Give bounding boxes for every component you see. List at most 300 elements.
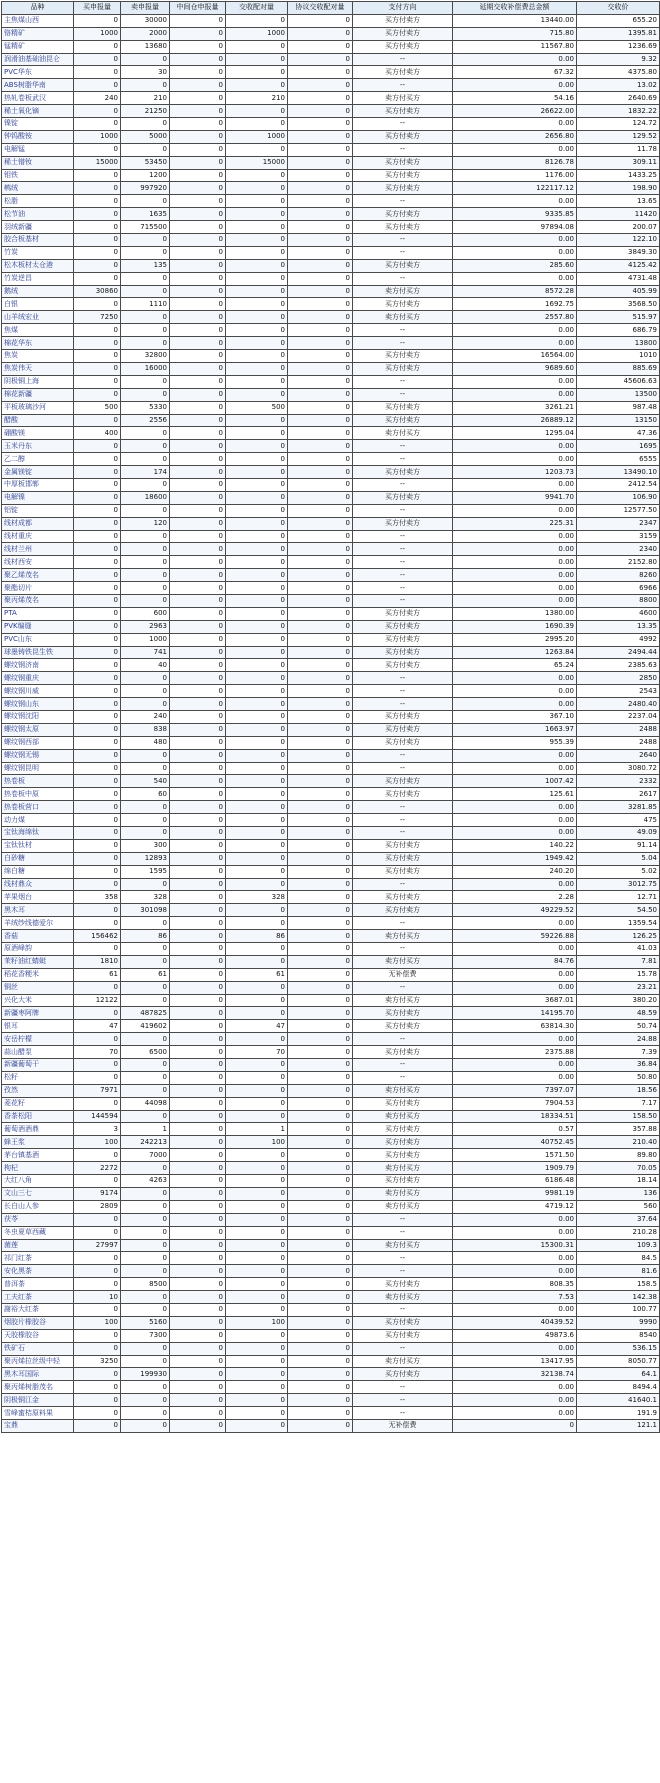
delivery-price-cell: 4600 bbox=[577, 607, 660, 620]
buy-volume-cell: 1810 bbox=[74, 955, 121, 968]
payment-direction-cell: -- bbox=[353, 1265, 453, 1278]
matched-volume-cell: 0 bbox=[226, 182, 288, 195]
middle-warehouse-cell: 0 bbox=[170, 723, 226, 736]
matched-volume-cell: 0 bbox=[226, 453, 288, 466]
sell-volume-cell: 6500 bbox=[121, 1046, 170, 1059]
table-row bbox=[2, 118, 660, 131]
middle-warehouse-cell: 0 bbox=[170, 633, 226, 646]
agreement-matched-cell: 0 bbox=[288, 1187, 353, 1200]
payment-direction-cell: 买方付卖方 bbox=[353, 788, 453, 801]
buy-volume-cell: 0 bbox=[74, 1303, 121, 1316]
payment-direction-cell: -- bbox=[353, 375, 453, 388]
table-row bbox=[2, 517, 660, 530]
buy-volume-cell: 27997 bbox=[74, 1239, 121, 1252]
deferred-fee-cell: 0.00 bbox=[453, 1407, 577, 1420]
matched-volume-cell: 0 bbox=[226, 1097, 288, 1110]
delivery-price-cell: 380.20 bbox=[577, 994, 660, 1007]
agreement-matched-cell: 0 bbox=[288, 1265, 353, 1278]
delivery-price-cell: 15.78 bbox=[577, 968, 660, 981]
deferred-fee-cell: 8126.78 bbox=[453, 156, 577, 169]
delivery-price-cell: 885.69 bbox=[577, 362, 660, 375]
table-row bbox=[2, 1020, 660, 1033]
agreement-matched-cell: 0 bbox=[288, 659, 353, 672]
middle-warehouse-cell: 0 bbox=[170, 1239, 226, 1252]
delivery-price-cell: 23.21 bbox=[577, 981, 660, 994]
sell-volume-cell: 328 bbox=[121, 891, 170, 904]
sell-volume-cell: 0 bbox=[121, 234, 170, 247]
middle-warehouse-cell: 0 bbox=[170, 105, 226, 118]
commodity-cell: 阴极铜江金 bbox=[2, 1394, 74, 1407]
buy-volume-cell: 3250 bbox=[74, 1355, 121, 1368]
delivery-price-cell: 1236.69 bbox=[577, 40, 660, 53]
middle-warehouse-cell: 0 bbox=[170, 517, 226, 530]
deferred-fee-cell: 0.00 bbox=[453, 440, 577, 453]
matched-volume-cell: 0 bbox=[226, 981, 288, 994]
deferred-fee-cell: 0.00 bbox=[453, 981, 577, 994]
delivery-price-cell: 24.88 bbox=[577, 1033, 660, 1046]
table-row bbox=[2, 530, 660, 543]
sell-volume-cell: 838 bbox=[121, 723, 170, 736]
commodity-cell: 电解镍 bbox=[2, 491, 74, 504]
payment-direction-cell: -- bbox=[353, 118, 453, 131]
deferred-fee-cell: 3687.01 bbox=[453, 994, 577, 1007]
agreement-matched-cell: 0 bbox=[288, 1136, 353, 1149]
matched-volume-cell: 0 bbox=[226, 1278, 288, 1291]
buy-volume-cell: 7971 bbox=[74, 1084, 121, 1097]
buy-volume-cell: 0 bbox=[74, 1381, 121, 1394]
commodity-cell: 螺纹钢重庆 bbox=[2, 672, 74, 685]
delivery-price-cell: 11420 bbox=[577, 208, 660, 221]
table-row bbox=[2, 466, 660, 479]
payment-direction-cell: 买方付卖方 bbox=[353, 208, 453, 221]
sell-volume-cell: 44098 bbox=[121, 1097, 170, 1110]
matched-volume-cell: 0 bbox=[226, 749, 288, 762]
matched-volume-cell: 0 bbox=[226, 827, 288, 840]
payment-direction-cell: 卖方付买方 bbox=[353, 285, 453, 298]
buy-volume-cell: 144594 bbox=[74, 1110, 121, 1123]
middle-warehouse-cell: 0 bbox=[170, 311, 226, 324]
delivery-price-cell: 309.11 bbox=[577, 156, 660, 169]
payment-direction-cell: 买方付卖方 bbox=[353, 1316, 453, 1329]
deferred-fee-cell: 1571.50 bbox=[453, 1149, 577, 1162]
middle-warehouse-cell: 0 bbox=[170, 1046, 226, 1059]
matched-volume-cell: 0 bbox=[226, 1007, 288, 1020]
agreement-matched-cell: 0 bbox=[288, 478, 353, 491]
middle-warehouse-cell: 0 bbox=[170, 1123, 226, 1136]
agreement-matched-cell: 0 bbox=[288, 801, 353, 814]
middle-warehouse-cell: 0 bbox=[170, 478, 226, 491]
agreement-matched-cell: 0 bbox=[288, 298, 353, 311]
delivery-price-cell: 45606.63 bbox=[577, 375, 660, 388]
deferred-fee-cell: 13417.95 bbox=[453, 1355, 577, 1368]
agreement-matched-cell: 0 bbox=[288, 362, 353, 375]
agreement-matched-cell: 0 bbox=[288, 246, 353, 259]
table-row bbox=[2, 1110, 660, 1123]
buy-volume-cell: 0 bbox=[74, 981, 121, 994]
middle-warehouse-cell: 0 bbox=[170, 955, 226, 968]
commodity-cell: 菌莲 bbox=[2, 1239, 74, 1252]
matched-volume-cell: 0 bbox=[226, 633, 288, 646]
buy-volume-cell: 0 bbox=[74, 246, 121, 259]
table-row bbox=[2, 272, 660, 285]
sell-volume-cell: 0 bbox=[121, 388, 170, 401]
matched-volume-cell: 0 bbox=[226, 285, 288, 298]
payment-direction-cell: 无补偿费 bbox=[353, 1419, 453, 1432]
deferred-fee-cell: 225.31 bbox=[453, 517, 577, 530]
payment-direction-cell: 买方付卖方 bbox=[353, 130, 453, 143]
middle-warehouse-cell: 0 bbox=[170, 1097, 226, 1110]
agreement-matched-cell: 0 bbox=[288, 1278, 353, 1291]
table-row bbox=[2, 814, 660, 827]
table-row bbox=[2, 234, 660, 247]
middle-warehouse-cell: 0 bbox=[170, 1175, 226, 1188]
payment-direction-cell: 卖方付买方 bbox=[353, 955, 453, 968]
buy-volume-cell: 9174 bbox=[74, 1187, 121, 1200]
sell-volume-cell: 0 bbox=[121, 1342, 170, 1355]
deferred-fee-cell: 0.00 bbox=[453, 672, 577, 685]
delivery-price-cell: 4731.48 bbox=[577, 272, 660, 285]
deferred-fee-cell: 140.22 bbox=[453, 839, 577, 852]
sell-volume-cell: 600 bbox=[121, 607, 170, 620]
table-row bbox=[2, 14, 660, 27]
buy-volume-cell: 0 bbox=[74, 659, 121, 672]
payment-direction-cell: 买方付卖方 bbox=[353, 1278, 453, 1291]
commodity-cell: 螺纹钢太原 bbox=[2, 723, 74, 736]
delivery-price-cell: 6555 bbox=[577, 453, 660, 466]
agreement-matched-cell: 0 bbox=[288, 105, 353, 118]
delivery-price-cell: 126.25 bbox=[577, 930, 660, 943]
matched-volume-cell: 0 bbox=[226, 1252, 288, 1265]
payment-direction-cell: 买方付卖方 bbox=[353, 156, 453, 169]
matched-volume-cell: 1000 bbox=[226, 27, 288, 40]
agreement-matched-cell: 0 bbox=[288, 14, 353, 27]
middle-warehouse-cell: 0 bbox=[170, 556, 226, 569]
middle-warehouse-cell: 0 bbox=[170, 904, 226, 917]
middle-warehouse-cell: 0 bbox=[170, 234, 226, 247]
sell-volume-cell: 0 bbox=[121, 1213, 170, 1226]
buy-volume-cell: 0 bbox=[74, 943, 121, 956]
buy-volume-cell: 0 bbox=[74, 1368, 121, 1381]
table-row bbox=[2, 53, 660, 66]
delivery-price-cell: 1832.22 bbox=[577, 105, 660, 118]
matched-volume-cell: 0 bbox=[226, 169, 288, 182]
sell-volume-cell: 2963 bbox=[121, 620, 170, 633]
sell-volume-cell: 4263 bbox=[121, 1175, 170, 1188]
delivery-price-cell: 36.84 bbox=[577, 1059, 660, 1072]
agreement-matched-cell: 0 bbox=[288, 968, 353, 981]
agreement-matched-cell: 0 bbox=[288, 130, 353, 143]
deferred-fee-cell: 1663.97 bbox=[453, 723, 577, 736]
delivery-price-cell: 536.15 bbox=[577, 1342, 660, 1355]
agreement-matched-cell: 0 bbox=[288, 930, 353, 943]
payment-direction-cell: 买方付卖方 bbox=[353, 659, 453, 672]
sell-volume-cell: 16000 bbox=[121, 362, 170, 375]
agreement-matched-cell: 0 bbox=[288, 633, 353, 646]
table-row bbox=[2, 1252, 660, 1265]
agreement-matched-cell: 0 bbox=[288, 1110, 353, 1123]
middle-warehouse-cell: 0 bbox=[170, 1059, 226, 1072]
delivery-price-cell: 200.07 bbox=[577, 221, 660, 234]
sell-volume-cell: 30 bbox=[121, 66, 170, 79]
payment-direction-cell: 买方付卖方 bbox=[353, 904, 453, 917]
payment-direction-cell: 买方付卖方 bbox=[353, 775, 453, 788]
matched-volume-cell: 0 bbox=[226, 40, 288, 53]
delivery-price-cell: 100.77 bbox=[577, 1303, 660, 1316]
middle-warehouse-cell: 0 bbox=[170, 208, 226, 221]
payment-direction-cell: -- bbox=[353, 762, 453, 775]
agreement-matched-cell: 0 bbox=[288, 440, 353, 453]
buy-volume-cell: 0 bbox=[74, 466, 121, 479]
buy-volume-cell: 7250 bbox=[74, 311, 121, 324]
table-row bbox=[2, 1355, 660, 1368]
deferred-fee-cell: 2557.80 bbox=[453, 311, 577, 324]
payment-direction-cell: 买方付卖方 bbox=[353, 182, 453, 195]
middle-warehouse-cell: 0 bbox=[170, 1265, 226, 1278]
commodity-cell: 羽绒新疆 bbox=[2, 221, 74, 234]
middle-warehouse-cell: 0 bbox=[170, 827, 226, 840]
delivery-price-cell: 37.64 bbox=[577, 1213, 660, 1226]
commodity-cell: 铬精矿 bbox=[2, 27, 74, 40]
matched-volume-cell: 0 bbox=[226, 801, 288, 814]
sell-volume-cell: 0 bbox=[121, 427, 170, 440]
payment-direction-cell: 买方付卖方 bbox=[353, 646, 453, 659]
commodity-cell: 葡萄酒酒鼎 bbox=[2, 1123, 74, 1136]
deferred-fee-cell: 67.32 bbox=[453, 66, 577, 79]
matched-volume-cell: 0 bbox=[226, 814, 288, 827]
delivery-price-cell: 64.1 bbox=[577, 1368, 660, 1381]
sell-volume-cell: 0 bbox=[121, 1394, 170, 1407]
sell-volume-cell: 0 bbox=[121, 878, 170, 891]
sell-volume-cell: 0 bbox=[121, 1355, 170, 1368]
deferred-fee-cell: 0.00 bbox=[453, 749, 577, 762]
buy-volume-cell: 47 bbox=[74, 1020, 121, 1033]
middle-warehouse-cell: 0 bbox=[170, 530, 226, 543]
middle-warehouse-cell: 0 bbox=[170, 1007, 226, 1020]
commodity-cell: 电解锰 bbox=[2, 143, 74, 156]
table-row bbox=[2, 427, 660, 440]
matched-volume-cell: 0 bbox=[226, 79, 288, 92]
sell-volume-cell: 0 bbox=[121, 569, 170, 582]
delivery-price-cell: 2488 bbox=[577, 736, 660, 749]
matched-volume-cell: 0 bbox=[226, 105, 288, 118]
sell-volume-cell: 120 bbox=[121, 517, 170, 530]
sell-volume-cell: 540 bbox=[121, 775, 170, 788]
matched-volume-cell: 0 bbox=[226, 1084, 288, 1097]
deferred-fee-cell: 65.24 bbox=[453, 659, 577, 672]
table-row bbox=[2, 775, 660, 788]
sell-volume-cell: 300 bbox=[121, 839, 170, 852]
matched-volume-cell: 0 bbox=[226, 427, 288, 440]
sell-volume-cell: 240 bbox=[121, 710, 170, 723]
matched-volume-cell: 0 bbox=[226, 1291, 288, 1304]
table-row bbox=[2, 440, 660, 453]
middle-warehouse-cell: 0 bbox=[170, 917, 226, 930]
agreement-matched-cell: 0 bbox=[288, 1213, 353, 1226]
table-row bbox=[2, 801, 660, 814]
commodity-cell: 螺纹钢济南 bbox=[2, 659, 74, 672]
table-row bbox=[2, 633, 660, 646]
table-row bbox=[2, 917, 660, 930]
agreement-matched-cell: 0 bbox=[288, 92, 353, 105]
matched-volume-cell: 0 bbox=[226, 943, 288, 956]
commodity-cell: 烟胶片橡胶谷 bbox=[2, 1316, 74, 1329]
commodity-cell: 香茶松阳 bbox=[2, 1110, 74, 1123]
delivery-price-cell: 13.65 bbox=[577, 195, 660, 208]
agreement-matched-cell: 0 bbox=[288, 40, 353, 53]
commodity-cell: 普洱茶 bbox=[2, 1278, 74, 1291]
buy-volume-cell: 1000 bbox=[74, 27, 121, 40]
agreement-matched-cell: 0 bbox=[288, 1329, 353, 1342]
table-row bbox=[2, 1007, 660, 1020]
matched-volume-cell: 0 bbox=[226, 337, 288, 350]
sell-volume-cell: 0 bbox=[121, 762, 170, 775]
agreement-matched-cell: 0 bbox=[288, 943, 353, 956]
matched-volume-cell: 0 bbox=[226, 234, 288, 247]
table-row bbox=[2, 491, 660, 504]
agreement-matched-cell: 0 bbox=[288, 981, 353, 994]
buy-volume-cell: 0 bbox=[74, 839, 121, 852]
commodity-cell: 孜然 bbox=[2, 1084, 74, 1097]
buy-volume-cell: 0 bbox=[74, 633, 121, 646]
column-header: 支付方向 bbox=[353, 2, 453, 15]
commodity-cell: 松木板材太仓港 bbox=[2, 259, 74, 272]
commodity-cell: 白砂糖 bbox=[2, 852, 74, 865]
buy-volume-cell: 0 bbox=[74, 865, 121, 878]
delivery-price-cell: 41.03 bbox=[577, 943, 660, 956]
commodity-cell: 工夫红茶 bbox=[2, 1291, 74, 1304]
table-body bbox=[2, 14, 660, 1432]
agreement-matched-cell: 0 bbox=[288, 143, 353, 156]
table-row bbox=[2, 1123, 660, 1136]
sell-volume-cell: 135 bbox=[121, 259, 170, 272]
payment-direction-cell: -- bbox=[353, 917, 453, 930]
agreement-matched-cell: 0 bbox=[288, 27, 353, 40]
matched-volume-cell: 0 bbox=[226, 1394, 288, 1407]
table-row bbox=[2, 478, 660, 491]
buy-volume-cell: 0 bbox=[74, 375, 121, 388]
delivery-price-cell: 3159 bbox=[577, 530, 660, 543]
deferred-fee-cell: 0.57 bbox=[453, 1123, 577, 1136]
sell-volume-cell: 86 bbox=[121, 930, 170, 943]
table-row bbox=[2, 401, 660, 414]
delivery-price-cell: 109.3 bbox=[577, 1239, 660, 1252]
delivery-price-cell: 4125.42 bbox=[577, 259, 660, 272]
matched-volume-cell: 0 bbox=[226, 852, 288, 865]
middle-warehouse-cell: 0 bbox=[170, 182, 226, 195]
agreement-matched-cell: 0 bbox=[288, 1097, 353, 1110]
agreement-matched-cell: 0 bbox=[288, 1303, 353, 1316]
middle-warehouse-cell: 0 bbox=[170, 350, 226, 363]
deferred-fee-cell: 0.00 bbox=[453, 1033, 577, 1046]
middle-warehouse-cell: 0 bbox=[170, 79, 226, 92]
commodity-cell: 宝钛海绵钛 bbox=[2, 827, 74, 840]
deferred-fee-cell: 2656.80 bbox=[453, 130, 577, 143]
deferred-fee-cell: 0.00 bbox=[453, 801, 577, 814]
middle-warehouse-cell: 0 bbox=[170, 1329, 226, 1342]
deferred-fee-cell: 84.76 bbox=[453, 955, 577, 968]
delivery-price-cell: 18.14 bbox=[577, 1175, 660, 1188]
deferred-fee-cell: 0.00 bbox=[453, 143, 577, 156]
buy-volume-cell: 0 bbox=[74, 53, 121, 66]
deferred-fee-cell: 0.00 bbox=[453, 1381, 577, 1394]
middle-warehouse-cell: 0 bbox=[170, 1213, 226, 1226]
matched-volume-cell: 0 bbox=[226, 143, 288, 156]
commodity-cell: 胶合板基材 bbox=[2, 234, 74, 247]
delivery-price-cell: 2617 bbox=[577, 788, 660, 801]
middle-warehouse-cell: 0 bbox=[170, 1187, 226, 1200]
deferred-fee-cell: 0.00 bbox=[453, 272, 577, 285]
buy-volume-cell: 0 bbox=[74, 1419, 121, 1432]
sell-volume-cell: 0 bbox=[121, 1187, 170, 1200]
commodity-cell: 中厚板邯郸 bbox=[2, 478, 74, 491]
matched-volume-cell: 0 bbox=[226, 324, 288, 337]
commodity-cell: 铁矿石 bbox=[2, 1342, 74, 1355]
buy-volume-cell: 0 bbox=[74, 762, 121, 775]
middle-warehouse-cell: 0 bbox=[170, 1278, 226, 1291]
payment-direction-cell: 买方付卖方 bbox=[353, 633, 453, 646]
agreement-matched-cell: 0 bbox=[288, 517, 353, 530]
matched-volume-cell: 0 bbox=[226, 530, 288, 543]
sell-volume-cell: 0 bbox=[121, 543, 170, 556]
deferred-fee-cell: 0.00 bbox=[453, 504, 577, 517]
payment-direction-cell: -- bbox=[353, 272, 453, 285]
table-row bbox=[2, 710, 660, 723]
matched-volume-cell: 0 bbox=[226, 1033, 288, 1046]
table-row bbox=[2, 994, 660, 1007]
payment-direction-cell: 买方付卖方 bbox=[353, 1368, 453, 1381]
middle-warehouse-cell: 0 bbox=[170, 685, 226, 698]
sell-volume-cell: 0 bbox=[121, 246, 170, 259]
sell-volume-cell: 0 bbox=[121, 1419, 170, 1432]
payment-direction-cell: 买方付卖方 bbox=[353, 414, 453, 427]
payment-direction-cell: 买方付卖方 bbox=[353, 865, 453, 878]
payment-direction-cell: -- bbox=[353, 79, 453, 92]
buy-volume-cell: 0 bbox=[74, 620, 121, 633]
middle-warehouse-cell: 0 bbox=[170, 272, 226, 285]
buy-volume-cell: 0 bbox=[74, 66, 121, 79]
table-row bbox=[2, 221, 660, 234]
delivery-price-cell: 2152.80 bbox=[577, 556, 660, 569]
sell-volume-cell: 0 bbox=[121, 685, 170, 698]
deferred-fee-cell: 0.00 bbox=[453, 118, 577, 131]
payment-direction-cell: 卖方付买方 bbox=[353, 1291, 453, 1304]
matched-volume-cell: 0 bbox=[226, 1059, 288, 1072]
buy-volume-cell: 0 bbox=[74, 556, 121, 569]
payment-direction-cell: 买方付卖方 bbox=[353, 259, 453, 272]
middle-warehouse-cell: 0 bbox=[170, 788, 226, 801]
table-row bbox=[2, 839, 660, 852]
sell-volume-cell: 2556 bbox=[121, 414, 170, 427]
payment-direction-cell: -- bbox=[353, 685, 453, 698]
table-row bbox=[2, 388, 660, 401]
middle-warehouse-cell: 0 bbox=[170, 53, 226, 66]
deferred-fee-cell: 1295.04 bbox=[453, 427, 577, 440]
middle-warehouse-cell: 0 bbox=[170, 298, 226, 311]
matched-volume-cell: 0 bbox=[226, 1342, 288, 1355]
matched-volume-cell: 0 bbox=[226, 994, 288, 1007]
matched-volume-cell: 0 bbox=[226, 491, 288, 504]
deferred-fee-cell: 40439.52 bbox=[453, 1316, 577, 1329]
delivery-price-cell: 7.81 bbox=[577, 955, 660, 968]
agreement-matched-cell: 0 bbox=[288, 1059, 353, 1072]
deferred-fee-cell: 955.39 bbox=[453, 736, 577, 749]
buy-volume-cell: 70 bbox=[74, 1046, 121, 1059]
table-row bbox=[2, 453, 660, 466]
payment-direction-cell: 卖方付买方 bbox=[353, 1162, 453, 1175]
buy-volume-cell: 0 bbox=[74, 685, 121, 698]
buy-volume-cell: 0 bbox=[74, 169, 121, 182]
table-row bbox=[2, 350, 660, 363]
